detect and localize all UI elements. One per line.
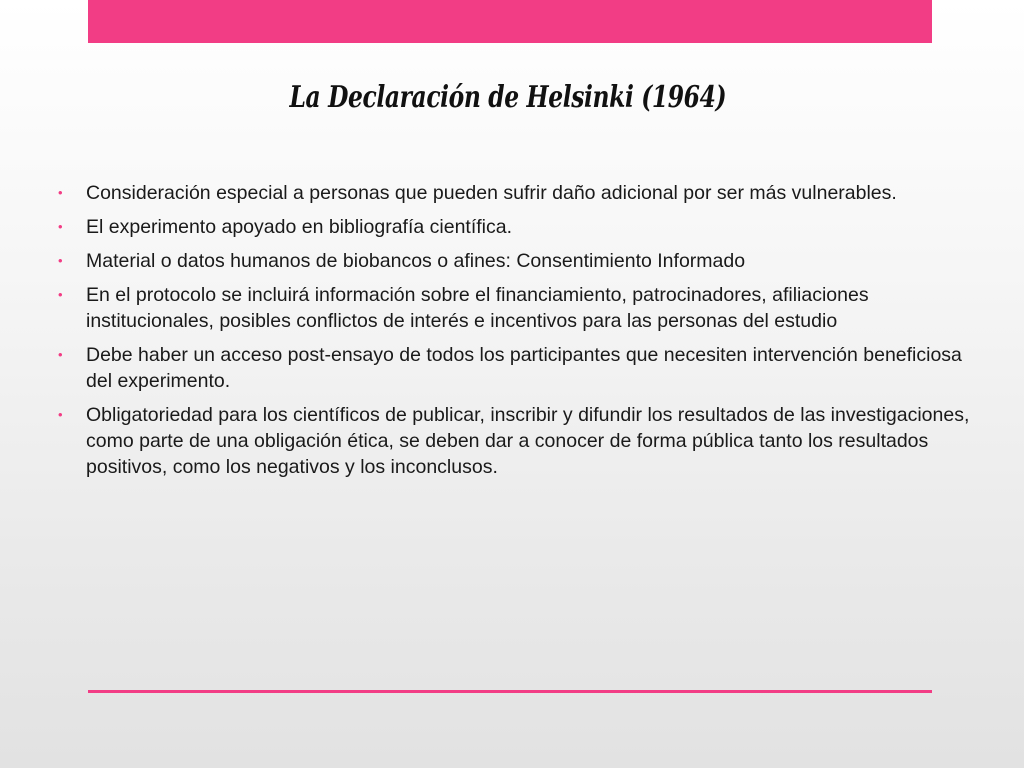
- bullet-icon: •: [58, 219, 63, 234]
- bullet-list: [58, 180, 978, 488]
- bullet-text: El experimento apoyado en bibliografía científica.: [86, 216, 513, 238]
- bullet-icon: •: [58, 185, 63, 200]
- bullet-icon: •: [58, 407, 63, 422]
- top-accent-band: [88, 0, 932, 43]
- bullet-icon: •: [58, 253, 63, 268]
- bullet-text: En el protocolo se incluirá información sobre el financiamiento, patrocinadores, afiliaciones institucionales, posibles conflictos de interés e incentivos para las personas del estudio: [86, 284, 869, 332]
- bottom-accent-line: [88, 690, 932, 693]
- bullet-icon: •: [58, 287, 63, 302]
- bullet-item: [58, 342, 978, 394]
- bullet-item: [58, 248, 978, 274]
- bullet-item: [58, 282, 978, 334]
- bullet-item: [58, 180, 978, 206]
- bullet-text: Debe haber un acceso post-ensayo de todos los participantes que necesiten intervención beneficiosa del experimento.: [86, 344, 962, 392]
- bullet-item: [58, 402, 978, 480]
- bullet-text: Obligatoriedad para los científicos de publicar, inscribir y difundir los resultados de las investigaciones, como parte de una obligación ética, se deben dar a conocer de forma pública tanto los resultados positivos, como los negativos y los inconclusos.: [86, 404, 970, 478]
- bullet-text: Consideración especial a personas que pueden sufrir daño adicional por ser más vulnerables.: [86, 182, 897, 204]
- bullet-text: Material o datos humanos de biobancos o afines: Consentimiento Informado: [86, 250, 746, 272]
- bullet-icon: •: [58, 347, 63, 362]
- slide-title: La Declaración de Helsinki (1964): [289, 80, 727, 115]
- bullet-item: [58, 214, 978, 240]
